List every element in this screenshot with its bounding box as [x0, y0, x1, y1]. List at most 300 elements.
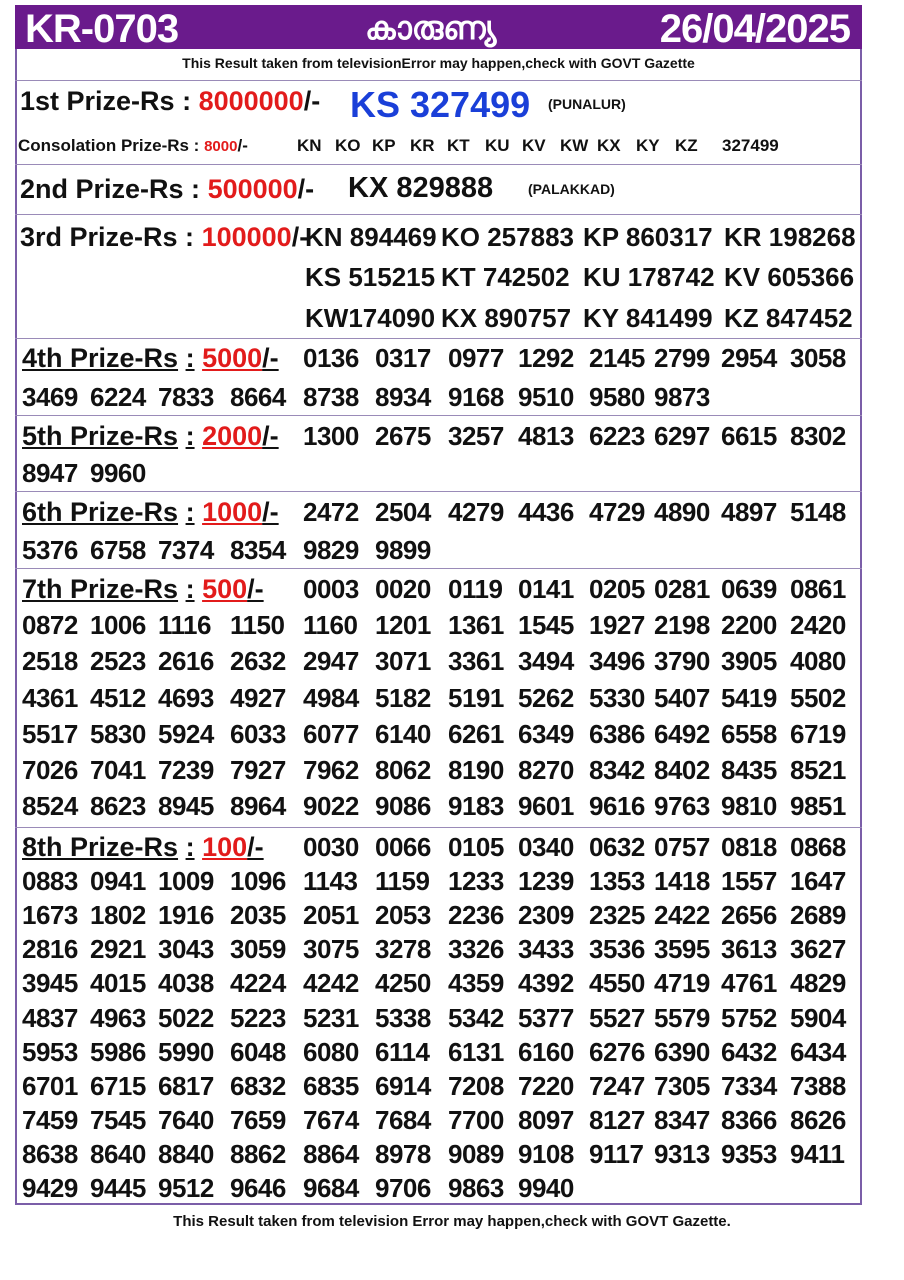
prize-number: 2518 [22, 646, 78, 677]
prize-number: 6033 [230, 718, 286, 749]
prize-number: 7674 [303, 1104, 359, 1135]
prize-number: 0757 [654, 832, 710, 862]
prize-number: 4250 [375, 968, 431, 999]
prize-number: 9512 [158, 1173, 214, 1203]
prize-number: 3627 [790, 934, 846, 965]
third-prize-label: 3rd Prize-Rs : [20, 222, 195, 252]
prize-number: 9183 [448, 791, 504, 822]
prize-label: 7th Prize-Rs [22, 574, 179, 604]
prize-number: 3043 [158, 934, 214, 965]
consolation-series-code: KW [560, 136, 589, 155]
prize-number: 5517 [22, 718, 78, 749]
prize-number: 5924 [158, 718, 214, 749]
prize-number: 3595 [654, 934, 710, 965]
prize-number: 2954 [721, 343, 777, 373]
prize-number: 7239 [158, 755, 214, 785]
third-prize-ticket: KV 605366 [724, 262, 855, 292]
prize-number: 0639 [721, 574, 777, 604]
prize-number: 6432 [721, 1036, 777, 1067]
prize-number: 7374 [158, 535, 214, 565]
prize-number: 3326 [448, 934, 504, 965]
prize-number: 8302 [790, 421, 846, 451]
prize-number: 2656 [721, 900, 777, 931]
prize-number: 1300 [303, 421, 359, 451]
prize-number: 4729 [589, 497, 645, 527]
prize-number: 9445 [90, 1173, 146, 1203]
prize-number: 5223 [230, 1002, 286, 1033]
third-prize-row [20, 222, 308, 253]
prize-colon: : [185, 343, 195, 373]
prize-number: 6131 [448, 1036, 504, 1067]
prize-number: 6223 [589, 421, 645, 451]
divider [15, 415, 862, 416]
prize-number: 0119 [448, 574, 503, 604]
prize-number: 5231 [303, 1002, 359, 1033]
prize-colon: : [185, 832, 195, 862]
prize-number: 0136 [303, 343, 359, 373]
second-prize-amount: 500000 [207, 174, 298, 204]
prize-number: 8366 [721, 1104, 777, 1135]
prize-number: 5342 [448, 1002, 504, 1033]
prize-number: 5752 [721, 1002, 777, 1033]
prize-number: 7026 [22, 755, 78, 785]
prize-number: 3469 [22, 382, 78, 412]
prize-number: 6390 [654, 1036, 710, 1067]
disclaimer-bottom: This Result taken from television Error may happen,check with GOVT Gazette. [173, 1213, 731, 1230]
prize-number: 5022 [158, 1002, 214, 1033]
third-prize-suffix: /- [291, 222, 309, 252]
prize-number: 9580 [589, 382, 645, 412]
prize-number: 0281 [654, 574, 710, 604]
consolation-series-code: KO [335, 136, 361, 155]
prize-number: 1009 [158, 866, 214, 897]
prize-label: 6th Prize-Rs [22, 497, 179, 527]
prize-number: 2035 [230, 900, 286, 931]
prize-number: 4813 [518, 421, 574, 451]
prize-number: 7833 [158, 382, 214, 412]
prize-number: 6835 [303, 1070, 359, 1101]
consolation-series-code: KR [410, 136, 435, 155]
prize-number: 0632 [589, 832, 645, 862]
second-prize-row [20, 174, 314, 205]
prize-amount: 500 [202, 574, 248, 604]
prize-number: 0205 [589, 574, 645, 604]
prize-number: 8435 [721, 755, 777, 785]
first-prize-place: (PUNALUR) [548, 96, 626, 112]
consolation-series-code: KT [447, 136, 470, 155]
prize-number: 7962 [303, 755, 359, 785]
prize-number: 3433 [518, 934, 574, 965]
prize-number: 4550 [589, 968, 645, 999]
prize-label: 4th Prize-Rs [22, 343, 179, 373]
prize-number: 9108 [518, 1138, 574, 1169]
consolation-series-code: KU [485, 136, 510, 155]
prize-number: 9429 [22, 1173, 78, 1203]
prize-number: 1160 [303, 610, 358, 641]
prize-number: 2420 [790, 610, 846, 641]
prize-number: 8864 [303, 1138, 359, 1169]
prize-number: 0868 [790, 832, 846, 862]
prize-number: 4080 [790, 646, 846, 677]
prize-number: 5148 [790, 497, 846, 527]
prize-number: 2053 [375, 900, 431, 931]
prize-number: 2309 [518, 900, 574, 931]
prize-number: 4897 [721, 497, 777, 527]
prize-number: 9089 [448, 1138, 504, 1169]
lottery-name: കാരുണ്യ [365, 10, 497, 46]
prize-number: 6160 [518, 1036, 574, 1067]
prize-number: 8402 [654, 755, 710, 785]
prize-number: 5191 [448, 682, 504, 713]
prize-number: 3059 [230, 934, 286, 965]
prize-colon: : [185, 421, 195, 451]
prize-number: 6492 [654, 718, 710, 749]
prize-number: 7388 [790, 1070, 846, 1101]
prize-number: 4693 [158, 682, 214, 713]
prize-number: 9313 [654, 1138, 710, 1169]
prize-number: 9684 [303, 1173, 359, 1203]
prize-number: 9829 [303, 535, 359, 565]
prize-number: 0977 [448, 343, 504, 373]
prize-number: 6080 [303, 1036, 359, 1067]
prize-number: 9022 [303, 791, 359, 822]
prize-number: 1201 [375, 610, 431, 641]
first-prize-ticket: KS 327499 [350, 84, 531, 125]
prize-number: 9810 [721, 791, 777, 822]
prize-number: 2947 [303, 646, 359, 677]
prize-label-row [22, 832, 264, 863]
prize-number: 4242 [303, 968, 359, 999]
prize-number: 4392 [518, 968, 574, 999]
draw-code: KR-0703 [25, 7, 179, 51]
prize-number: 9411 [790, 1138, 845, 1169]
third-prize-ticket: KP 860317 [583, 222, 713, 252]
prize-number: 0883 [22, 866, 78, 897]
prize-number: 6114 [375, 1036, 430, 1067]
prize-number: 5579 [654, 1002, 710, 1033]
prize-number: 9646 [230, 1173, 286, 1203]
second-prize-label: 2nd Prize-Rs : [20, 174, 201, 204]
prize-number: 8934 [375, 382, 431, 412]
first-prize-suffix: /- [303, 86, 321, 116]
second-prize-ticket: KX 829888 [348, 172, 494, 204]
prize-number: 0003 [303, 574, 359, 604]
prize-number: 8947 [22, 458, 78, 488]
divider [15, 491, 862, 492]
prize-number: 3613 [721, 934, 777, 965]
prize-number: 6715 [90, 1070, 146, 1101]
prize-number: 8862 [230, 1138, 286, 1169]
prize-number: 5182 [375, 682, 431, 713]
first-prize-amount: 8000000 [198, 86, 304, 116]
prize-number: 8640 [90, 1138, 146, 1169]
first-prize-row [20, 86, 320, 117]
prize-number: 5502 [790, 682, 846, 713]
prize-number: 1159 [375, 866, 430, 897]
prize-number: 5527 [589, 1002, 645, 1033]
prize-number: 8354 [230, 535, 286, 565]
second-prize-suffix: /- [297, 174, 315, 204]
prize-number: 8097 [518, 1104, 574, 1135]
prize-label: 5th Prize-Rs [22, 421, 179, 451]
prize-number: 7041 [90, 755, 146, 785]
prize-number: 5419 [721, 682, 777, 713]
prize-number: 8738 [303, 382, 359, 412]
prize-number: 1545 [518, 610, 574, 641]
prize-number: 3905 [721, 646, 777, 677]
prize-label-row [22, 497, 279, 528]
third-prize-ticket: KO 257883 [441, 222, 574, 252]
prize-number: 4984 [303, 682, 359, 713]
prize-number: 6701 [22, 1070, 78, 1101]
first-prize-label: 1st Prize-Rs : [20, 86, 192, 116]
prize-number: 8978 [375, 1138, 431, 1169]
prize-number: 6434 [790, 1036, 846, 1067]
consolation-series-code: KY [636, 136, 660, 155]
prize-number: 5953 [22, 1036, 78, 1067]
prize-number: 0105 [448, 832, 504, 862]
prize-number: 8524 [22, 791, 78, 822]
third-prize-ticket: KZ 847452 [724, 303, 853, 333]
prize-number: 2145 [589, 343, 645, 373]
prize-number: 2325 [589, 900, 645, 931]
prize-number: 2816 [22, 934, 78, 965]
prize-number: 2200 [721, 610, 777, 641]
prize-number: 8190 [448, 755, 504, 785]
prize-number: 8840 [158, 1138, 214, 1169]
prize-number: 8623 [90, 791, 146, 822]
prize-number: 7700 [448, 1104, 504, 1135]
prize-number: 6914 [375, 1070, 431, 1101]
prize-label-row [22, 343, 279, 374]
prize-number: 1802 [90, 900, 146, 931]
prize-number: 6832 [230, 1070, 286, 1101]
prize-number: 4512 [90, 682, 146, 713]
prize-number: 6719 [790, 718, 846, 749]
third-prize-ticket: KX 890757 [441, 303, 572, 333]
prize-number: 7334 [721, 1070, 777, 1101]
prize-suffix: /- [262, 343, 279, 373]
prize-amount: 2000 [202, 421, 263, 451]
prize-number: 9086 [375, 791, 431, 822]
prize-number: 6817 [158, 1070, 214, 1101]
prize-number: 4436 [518, 497, 574, 527]
prize-number: 1647 [790, 866, 846, 897]
divider [15, 338, 862, 339]
prize-number: 0941 [90, 866, 146, 897]
prize-number: 4361 [22, 682, 78, 713]
third-prize-ticket: KT 742502 [441, 262, 570, 292]
prize-number: 8347 [654, 1104, 710, 1135]
second-prize-place: (PALAKKAD) [528, 181, 615, 197]
prize-number: 4761 [721, 968, 777, 999]
prize-number: 6758 [90, 535, 146, 565]
prize-number: 2632 [230, 646, 286, 677]
prize-number: 9616 [589, 791, 645, 822]
prize-number: 2198 [654, 610, 710, 641]
prize-number: 6349 [518, 718, 574, 749]
header-bar [15, 5, 862, 49]
prize-number: 6077 [303, 718, 359, 749]
prize-number: 1143 [303, 866, 358, 897]
prize-number: 1239 [518, 866, 574, 897]
prize-number: 8270 [518, 755, 574, 785]
third-prize-ticket: KN 894469 [305, 222, 437, 252]
prize-number: 4359 [448, 968, 504, 999]
prize-label: 8th Prize-Rs [22, 832, 179, 862]
prize-number: 3790 [654, 646, 710, 677]
prize-number: 4890 [654, 497, 710, 527]
prize-number: 7927 [230, 755, 286, 785]
prize-number: 5407 [654, 682, 710, 713]
prize-number: 1116 [158, 610, 211, 641]
prize-number: 7208 [448, 1070, 504, 1101]
prize-number: 8626 [790, 1104, 846, 1135]
divider [15, 568, 862, 569]
prize-number: 0872 [22, 610, 78, 641]
prize-number: 2799 [654, 343, 710, 373]
prize-number: 3536 [589, 934, 645, 965]
consolation-amount: 8000 [204, 138, 238, 155]
prize-number: 8945 [158, 791, 214, 822]
prize-number: 3494 [518, 646, 574, 677]
prize-number: 9168 [448, 382, 504, 412]
prize-suffix: /- [262, 497, 279, 527]
prize-number: 1927 [589, 610, 645, 641]
prize-colon: : [185, 497, 195, 527]
prize-number: 4279 [448, 497, 504, 527]
divider [15, 214, 862, 215]
prize-number: 2236 [448, 900, 504, 931]
prize-number: 8342 [589, 755, 645, 785]
third-prize-ticket: KR 198268 [724, 222, 856, 252]
prize-number: 4038 [158, 968, 214, 999]
third-prize-ticket: KW174090 [305, 303, 436, 333]
prize-label-row [22, 421, 279, 452]
third-prize-ticket: KY 841499 [583, 303, 713, 333]
prize-number: 6048 [230, 1036, 286, 1067]
prize-number: 6261 [448, 718, 504, 749]
prize-number: 1006 [90, 610, 146, 641]
prize-number: 7305 [654, 1070, 710, 1101]
divider [15, 80, 862, 81]
prize-number: 1418 [654, 866, 710, 897]
prize-number: 6224 [90, 382, 146, 412]
prize-number: 1557 [721, 866, 777, 897]
prize-number: 0861 [790, 574, 846, 604]
prize-number: 4224 [230, 968, 286, 999]
prize-number: 5830 [90, 718, 146, 749]
prize-number: 7659 [230, 1104, 286, 1135]
third-prize-ticket: KU 178742 [583, 262, 715, 292]
prize-number: 4719 [654, 968, 710, 999]
prize-number: 0141 [518, 574, 574, 604]
prize-number: 1233 [448, 866, 504, 897]
prize-number: 9863 [448, 1173, 504, 1203]
prize-number: 2689 [790, 900, 846, 931]
prize-number: 4927 [230, 682, 286, 713]
consolation-series-code: KX [597, 136, 621, 155]
prize-number: 9899 [375, 535, 431, 565]
prize-suffix: /- [247, 832, 264, 862]
prize-number: 4963 [90, 1002, 146, 1033]
consolation-series-code: KV [522, 136, 546, 155]
prize-number: 7684 [375, 1104, 431, 1135]
prize-number: 7247 [589, 1070, 645, 1101]
prize-amount: 100 [202, 832, 248, 862]
divider [15, 827, 862, 828]
prize-number: 8664 [230, 382, 286, 412]
prize-number: 5990 [158, 1036, 214, 1067]
prize-number: 5904 [790, 1002, 846, 1033]
consolation-label-row [18, 136, 248, 156]
consolation-suffix: /- [237, 136, 248, 155]
prize-number: 7640 [158, 1104, 214, 1135]
prize-number: 0020 [375, 574, 431, 604]
prize-number: 1292 [518, 343, 574, 373]
prize-number: 1361 [448, 610, 504, 641]
prize-number: 6386 [589, 718, 645, 749]
prize-number: 9601 [518, 791, 574, 822]
prize-number: 5330 [589, 682, 645, 713]
disclaimer-top: This Result taken from televisionError may happen,check with GOVT Gazette [182, 55, 695, 71]
prize-number: 5377 [518, 1002, 574, 1033]
prize-number: 9940 [518, 1173, 574, 1203]
prize-number: 3075 [303, 934, 359, 965]
prize-amount: 1000 [202, 497, 263, 527]
prize-suffix: /- [262, 421, 279, 451]
prize-number: 9510 [518, 382, 574, 412]
prize-number: 3945 [22, 968, 78, 999]
prize-number: 2472 [303, 497, 359, 527]
draw-date: 26/04/2025 [659, 7, 850, 51]
consolation-label: Consolation Prize-Rs : [18, 136, 200, 155]
prize-number: 2051 [303, 900, 359, 931]
prize-number: 3361 [448, 646, 504, 677]
prize-number: 3071 [375, 646, 431, 677]
prize-number: 2616 [158, 646, 214, 677]
consolation-series-code: KN [297, 136, 322, 155]
prize-number: 8062 [375, 755, 431, 785]
prize-number: 0818 [721, 832, 777, 862]
prize-number: 4837 [22, 1002, 78, 1033]
prize-number: 2921 [90, 934, 146, 965]
prize-number: 0030 [303, 832, 359, 862]
prize-number: 6615 [721, 421, 777, 451]
prize-number: 1096 [230, 866, 286, 897]
prize-number: 8127 [589, 1104, 645, 1135]
prize-number: 3278 [375, 934, 431, 965]
prize-number: 2422 [654, 900, 710, 931]
prize-number: 7459 [22, 1104, 78, 1135]
prize-number: 9763 [654, 791, 710, 822]
prize-number: 3496 [589, 646, 645, 677]
prize-number: 5338 [375, 1002, 431, 1033]
prize-number: 9117 [589, 1138, 644, 1169]
prize-number: 3058 [790, 343, 846, 373]
third-prize-ticket: KS 515215 [305, 262, 436, 292]
prize-number: 8638 [22, 1138, 78, 1169]
prize-number: 1150 [230, 610, 285, 641]
prize-number: 6297 [654, 421, 710, 451]
prize-number: 6140 [375, 718, 431, 749]
prize-number: 9873 [654, 382, 710, 412]
prize-number: 5262 [518, 682, 574, 713]
consolation-number: 327499 [722, 136, 779, 155]
prize-number: 3257 [448, 421, 504, 451]
prize-number: 8521 [790, 755, 846, 785]
prize-number: 0066 [375, 832, 431, 862]
